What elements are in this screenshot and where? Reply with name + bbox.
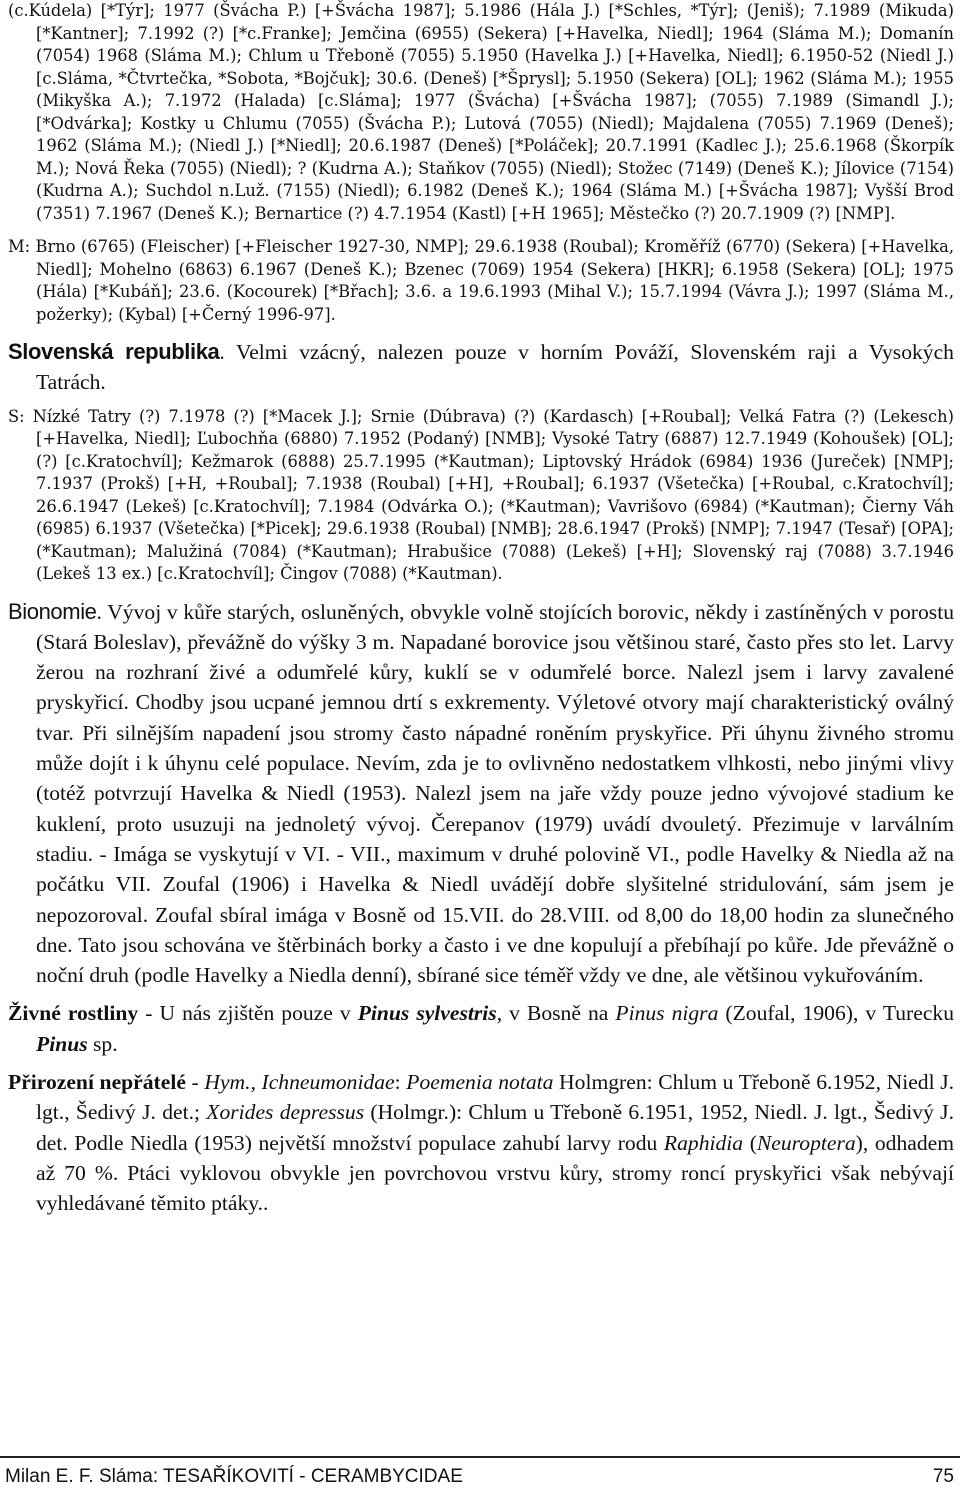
spacer xyxy=(8,586,954,597)
enemies-species-3: Raphidia xyxy=(663,1130,744,1155)
distribution-continuation xyxy=(8,0,954,225)
host-plants-text-4: sp. xyxy=(87,1031,118,1056)
slovakia-records xyxy=(8,406,954,586)
enemies-text-1: - xyxy=(185,1070,205,1095)
moravia-records xyxy=(8,236,954,326)
enemies-species-1: Poemenia notata xyxy=(406,1070,554,1095)
footer-divider xyxy=(0,1456,960,1458)
enemies-text-3: Holmgren: Chlum u Třeboně 6.1952, Niedl J. lgt., Šedivý J. det.; xyxy=(36,1070,955,1125)
spacer xyxy=(8,398,954,406)
host-species-3: Pinus xyxy=(36,1031,88,1056)
host-plants-text-3: (Zoufal, 1906), v Turecku xyxy=(718,1001,955,1026)
bionomie-heading: Bionomie xyxy=(8,598,97,624)
natural-enemies-paragraph xyxy=(8,1067,954,1218)
slovakia-paragraph xyxy=(8,337,954,398)
page-number: 75 xyxy=(932,1466,954,1487)
host-species-2: Pinus nigra xyxy=(615,1001,719,1026)
enemies-text-2: : xyxy=(394,1070,407,1095)
enemies-species-2: Xorides depressus xyxy=(206,1100,365,1125)
enemies-text-4: (Holmgr.): Chlum u Třeboně 6.1951, 1952, Niedl. J. lgt., Šedivý J. det. Podle Niedla (1953) největší množství populace zahubí larvy rodu xyxy=(36,1100,954,1155)
enemies-species-4: Neuroptera xyxy=(756,1130,856,1155)
host-plants-heading: Živné rostliny xyxy=(8,1001,139,1026)
distribution-continuation-text: (c.Kúdela) [*Týr]; 1977 (Švácha P.) [+Švácha 1987]; 5.1986 (Hála J.) [*Schles, *Týr]; (Jeniš); 7.1989 (Mikuda) [*Kantner]; 7.1992 (?) [*c.Franke]; Jemčina (6955) (Sekera) [+Havelka, Niedl]; 1964 (Sláma M.); Domanín (7054) 1968 (Sláma M.); Chlum u Třeboně (7055) 5.1950 (Havelka J.) [+Havelka, Niedl]; 6.1950-52 (Niedl J.) [c.Sláma, *Čtvrtečka, *Sobota, *Bojčuk]; 30.6. (Deneš) [*Šprysl]; 5.1950 (Sekera) [OL]; 1962 (Sláma M.); 1955 (Mikyška A.); 7.1972 (Halada) [c.Sláma]; 1977 (Švácha) [+Švácha 1987]; (7055) 7.1989 (Simandl J.); [*Odvárka]; Kostky u Chlumu (7055) (Švácha P.); Lutová (7055) (Niedl); Majdalena (7055) 7.1969 (Deneš); 1962 (Sláma M.); (Niedl J.) [*Niedl]; 20.6.1987 (Deneš) [*Poláček]; 20.7.1991 (Kadlec J.); 25.6.1968 (Škorpík M.); Nová Řeka (7055) (Niedl); ? (Kudrna A.); Staňkov (7055) (Niedl); Stožec (7149) (Deneš K.); Jílovice (7154) (Kudrna A.); Suchdol n.Luž. (7155) (Niedl); 6.1982 (Deneš K.); 1964 (Sláma M.) [+Švácha 1987]; Vyšší Brod (7351) 7.1967 (Deneš K.); Bernartice (?) 4.7.1954 (Kastl) [+H 1965]; Městečko (?) 20.7.1909 (?) [NMP]. xyxy=(8,1,954,223)
bionomie-paragraph xyxy=(8,597,954,991)
bionomie-text: . Vývoj v kůře starých, osluněných, obvykle volně stojících borovic, někdy i zastíněných v porostu (Stará Boleslav), převážně do výšky 3 m. Napadané borovice jsou většinou staré, často přes sto let. Larvy žerou na rozhraní živé a odumřelé kůry, kuklí se v odumřelé borce. Nalezl jsem i larvy zavalené pryskyřicí. Chodby jsou ucpané jemnou drtí s exkrementy. Výletové otvory mají charakteristický oválný tvar. Při silnějším napadení jsou stromy často nápadné roněním pryskyřice. Při úhynu živného stromu může dojít i k úhynu celé populace. Nevím, zda je to ovlivněno nedostatkem vlhkosti, nebo jinými vlivy (totéž potvrzují Havelka & Niedl (1953). Nalezl jsem na jaře vždy pouze jedno vývojové stadium ke kuklení, proto usuzuji na jednoletý vývoj. Čerepanov (1979) uvádí dvouletý. Přezimuje v larválním stadiu. - Imága se vyskytují v VI. - VII., maximum v druhé polovině VI., podle Havelky & Niedla až na počátku VII. Zoufal (1906) i Havelka & Niedl uvádějí dobře slyšitelné stridulování, sám jsem je nepozoroval. Zoufal sbíral imága v Bosně od 15.VII. do 28.VIII. od 8,00 do 18,00 hodin za slunečného dne. Tato jsou schována ve štěrbinách borky a často i ve dne kopulují a přebíhají po kůře. Jde převážně o noční druh (podle Havelky a Niedla denní), sbírané sice téměř vždy ve dne, ale většinou vykuřováním. xyxy=(36,599,954,988)
host-plants-text-1: - U nás zjištěn pouze v xyxy=(138,1001,358,1026)
slovakia-heading: Slovenská republika xyxy=(8,339,220,364)
moravia-records-text: M: Brno (6765) (Fleischer) [+Fleischer 1927-30, NMP]; 29.6.1938 (Roubal); Kroměříž (6770) (Sekera) [+Havelka, Niedl]; Mohelno (6863) 6.1967 (Deneš K.); Bzenec (7069) 1954 (Sekera) [HKR]; 6.1958 (Sekera) [OL]; 1975 (Hála) [*Kubáň]; 23.6. (Kocourek) [*Břach]; 3.6. a 19.6.1993 (Mihal V.); 15.7.1994 (Vávra J.); 1997 (Sláma M., požerky); (Kybal) [+Černý 1996-97]. xyxy=(8,237,954,324)
host-plants-paragraph xyxy=(8,998,954,1059)
enemies-taxa-1: Hym., Ichneumonidae xyxy=(204,1070,395,1095)
running-footer: Milan E. F. Sláma: TESAŘÍKOVITÍ - CERAMBYCIDAE xyxy=(5,1466,463,1487)
natural-enemies-heading: Přirození nepřátelé xyxy=(8,1070,186,1095)
enemies-text-5: ( xyxy=(743,1130,757,1155)
slovakia-text: . Velmi vzácný, nalezen pouze v horním Pováží, Slovenském raji a Vysokých Tatrách. xyxy=(36,340,954,395)
enemies-text-6: ), odhadem až 70 %. Ptáci vyklovou obvykle jen povrchovou vrstvu kůry, stromy roncí pryskyřici však nebývají vyhledávané těmito ptáky.. xyxy=(36,1130,954,1216)
spacer xyxy=(8,1059,954,1067)
host-plants-text-2: , v Bosně na xyxy=(496,1001,616,1026)
spacer xyxy=(8,990,954,998)
spacer xyxy=(8,225,954,236)
page-content xyxy=(8,0,954,1219)
slovakia-records-text: S: Nízké Tatry (?) 7.1978 (?) [*Macek J.]; Srnie (Dúbrava) (?) (Kardasch) [+Roubal]; Velká Fatra (?) (Lekesch) [+Havelka, Niedl]; Ľubochňa (6880) 7.1952 (Podaný) [NMB]; Vysoké Tatry (6887) 12.7.1949 (Kohoušek) [OL]; (?) [c.Kratochvíl]; Kežmarok (6888) 25.7.1995 (*Kautman); Liptovský Hrádok (6984) 1936 (Jureček) [NMP]; 7.1937 (Prokš) [+H, +Roubal]; 7.1938 (Roubal) [+H], +Roubal]; 6.1937 (Všetečka) [+Roubal, c.Kratochvíl]; 26.6.1947 (Lekeš) [c.Kratochvíl]; 7.1984 (Odvárka O.); (*Kautman); Vavrišovo (6984) (*Kautman); Čierny Váh (6985) 6.1937 (Všetečka) [*Picek]; 29.6.1938 (Roubal) [NMB]; 28.6.1947 (Prokš) [NMP]; 7.1947 (Tesař) [OPA]; (*Kautman); Malužiná (7084) (*Kautman); Hrabušice (7088) (Lekeš) [+H]; Slovenský raj (7088) 3.7.1946 (Lekeš 13 ex.) [c.Kratochvíl]; Čingov (7088) (*Kautman). xyxy=(8,406,954,584)
spacer xyxy=(8,326,954,337)
host-species-1: Pinus sylvestris xyxy=(357,1001,497,1026)
